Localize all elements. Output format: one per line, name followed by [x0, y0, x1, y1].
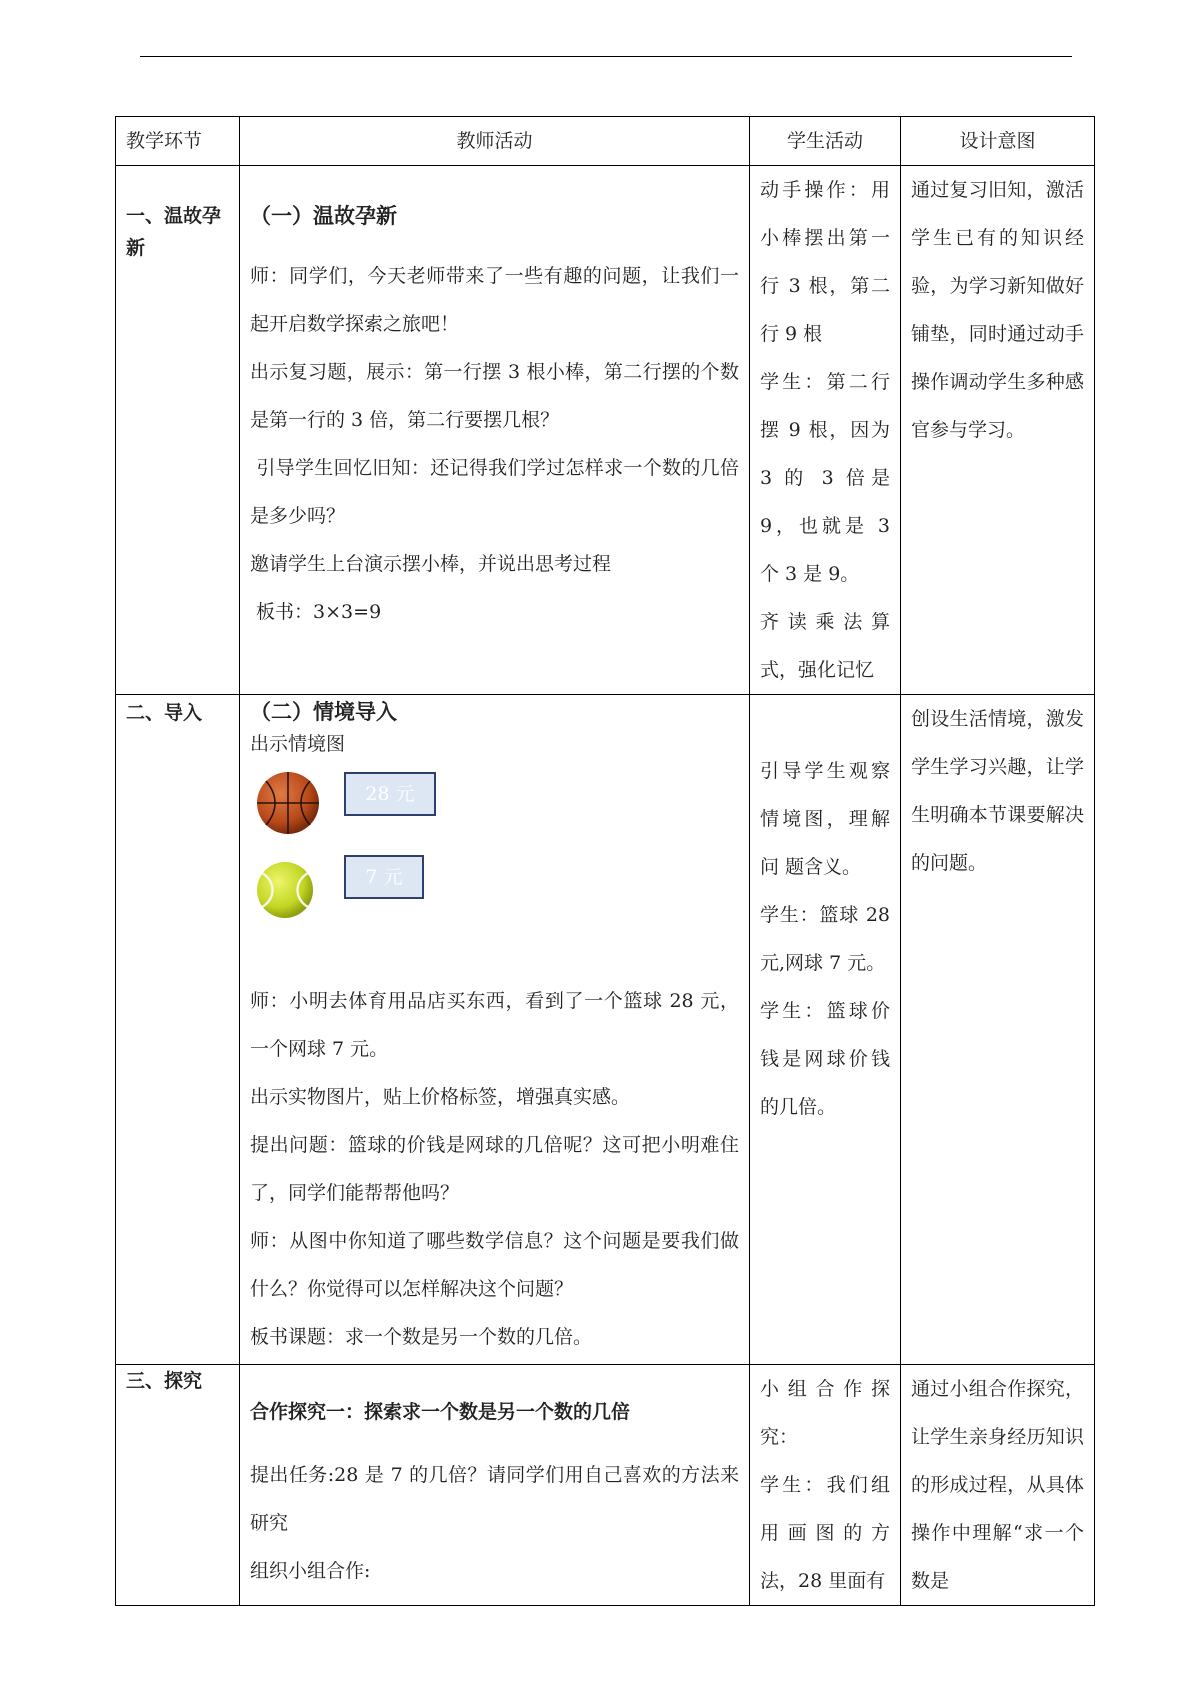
student-line: 动手操作：用小棒摆出第一行 3 根，第二行 9 根 [760, 179, 890, 345]
intent-text: 通过小组合作探究，让学生亲身经历知识的形成过程，从具体操作中理解“求一个数是 [911, 1378, 1084, 1592]
stage-label: 一、温故孕新 [126, 205, 222, 259]
teacher-line: 组织小组合作: [250, 1560, 371, 1582]
student-line: 齐读乘法算式，强化记忆 [760, 611, 890, 681]
teacher-line: 引导学生回忆旧知：还记得我们学过怎样求一个数的几倍是多少吗？ [250, 457, 739, 527]
student-line: 学生：篮球 28 元,网球 7 元。 [760, 904, 890, 974]
basketball-icon [254, 769, 322, 837]
table-header-row [116, 117, 1095, 166]
student-cell [750, 166, 901, 695]
teacher-line: 师：小明去体育用品店买东西，看到了一个篮球 28 元，一个网球 7 元。 [250, 990, 739, 1060]
section-title: 合作探究一：探索求一个数是另一个数的几倍 [250, 1401, 631, 1423]
header-stage: 教学环节 [116, 117, 240, 166]
student-line: 学生：第二行摆 9 根，因为 3 的 3 倍是 9，也就是 3 个 3 是 9。 [760, 371, 890, 585]
teacher-cell [240, 1365, 750, 1606]
teacher-cell [240, 166, 750, 695]
header-rule [140, 56, 1072, 57]
student-line: 小组合作探究： [760, 1378, 890, 1448]
board-title: 板书课题：求一个数是另一个数的几倍。 [250, 1326, 593, 1348]
basketball-price-tag: 28 元 [344, 772, 436, 816]
stage-cell [116, 695, 240, 1365]
student-cell [750, 1365, 901, 1606]
tennis-price-tag: 7 元 [344, 855, 424, 899]
intent-text: 通过复习旧知，激活学生已有的知识经验，为学习新知做好铺垫，同时通过动手操作调动学生多种感官参与学习。 [911, 179, 1084, 441]
section-title: （一）温故孕新 [250, 203, 397, 228]
table-row [116, 1365, 1095, 1606]
lesson-plan-table [115, 116, 1095, 1606]
teacher-line: 出示复习题，展示：第一行摆 3 根小棒，第二行摆的个数是第一行的 3 倍，第二行要摆几根？ [250, 361, 739, 431]
student-line: 学生：篮球价钱是网球价钱的几倍。 [760, 1000, 890, 1118]
student-line: 引导学生观察情境图，理解问 题含义。 [760, 760, 890, 878]
basketball-row [254, 765, 739, 841]
show-image-note: 出示情境图 [250, 733, 346, 755]
stage-label: 三、探究 [126, 1370, 203, 1392]
intent-cell [901, 166, 1095, 695]
teacher-cell [240, 695, 750, 1365]
teacher-line: 出示实物图片，贴上价格标签，增强真实感。 [250, 1086, 631, 1108]
tennis-row [254, 855, 739, 925]
section-title: （二）情境导入 [250, 699, 397, 724]
teacher-line: 提出问题：篮球的价钱是网球的几倍呢？这可把小明难住了，同学们能帮帮他吗？ [250, 1134, 739, 1204]
student-line: 学生：我们组用画图的方法，28 里面有 [760, 1474, 890, 1592]
stage-cell [116, 1365, 240, 1606]
table-row [116, 166, 1095, 695]
header-teacher: 教师活动 [240, 117, 750, 166]
header-intent: 设计意图 [901, 117, 1095, 166]
teacher-line: 邀请学生上台演示摆小棒，并说出思考过程 [250, 553, 612, 575]
teacher-line: 师：从图中你知道了哪些数学信息？这个问题是要我们做什么？你觉得可以怎样解决这个问题？ [250, 1230, 739, 1300]
spacer [250, 925, 739, 977]
teacher-line: 提出任务:28 是 7 的几倍？请同学们用自己喜欢的方法来研究 [250, 1464, 739, 1534]
intent-cell [901, 1365, 1095, 1606]
header-student: 学生活动 [750, 117, 901, 166]
teacher-line: 师：同学们，今天老师带来了一些有趣的问题，让我们一起开启数学探索之旅吧！ [250, 265, 739, 335]
tennis-ball-icon [254, 859, 316, 921]
stage-cell [116, 166, 240, 695]
intent-text: 创设生活情境，激发学生学习兴趣，让学生明确本节课要解决的问题。 [911, 708, 1084, 874]
stage-label: 二、导入 [126, 702, 203, 724]
board-note: 板书：3×3=9 [250, 601, 382, 623]
table-row [116, 695, 1095, 1365]
intent-cell [901, 695, 1095, 1365]
student-cell [750, 695, 901, 1365]
